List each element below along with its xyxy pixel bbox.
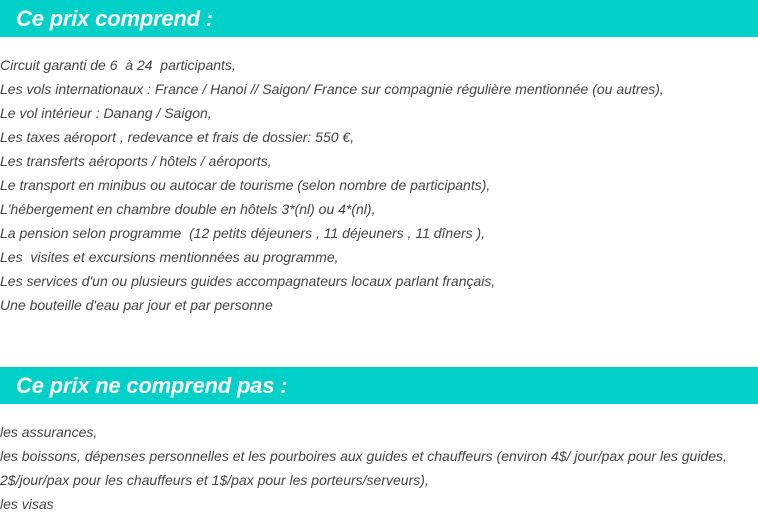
list-item: Les vols internationaux : France / Hanoi // Saigon/ France sur compagnie régulière mentionnée (ou autres), [0, 81, 664, 97]
list-item: les visas [0, 496, 54, 512]
list-item: La pension selon programme (12 petits déjeuners , 11 déjeuners , 11 dîners ), [0, 225, 486, 241]
list-item: Le vol intérieur : Danang / Saigon, [0, 105, 212, 121]
list-item: 2$/jour/pax pour les chauffeurs et 1$/pax pour les porteurs/serveurs), [0, 472, 429, 488]
list-item: Le transport en minibus ou autocar de tourisme (selon nombre de participants), [0, 177, 491, 193]
excluded-title: Ce prix ne comprend pas : [16, 373, 288, 398]
excluded-list [0, 420, 727, 516]
list-item: Les taxes aéroport , redevance et frais de dossier: 550 €, [0, 129, 355, 145]
list-item: Les visites et excursions mentionnées au programme, [0, 249, 339, 265]
list-item: Les transferts aéroports / hôtels / aéroports, [0, 153, 272, 169]
included-title: Ce prix comprend : [16, 6, 213, 31]
list-item: les assurances, [0, 424, 98, 440]
list-item: L'hébergement en chambre double en hôtels 3*(nl) ou 4*(nl), [0, 201, 376, 217]
excluded-section-header [0, 367, 758, 404]
list-item: Circuit garanti de 6 à 24 participants, [0, 57, 236, 73]
list-item: Une bouteille d'eau par jour et par personne [0, 297, 273, 313]
included-section-header [0, 0, 758, 37]
included-list [0, 53, 664, 317]
list-item: Les services d'un ou plusieurs guides accompagnateurs locaux parlant français, [0, 273, 496, 289]
list-item: les boissons, dépenses personnelles et les pourboires aux guides et chauffeurs (environ 4$/ jour/pax pour les guides, [0, 448, 727, 464]
